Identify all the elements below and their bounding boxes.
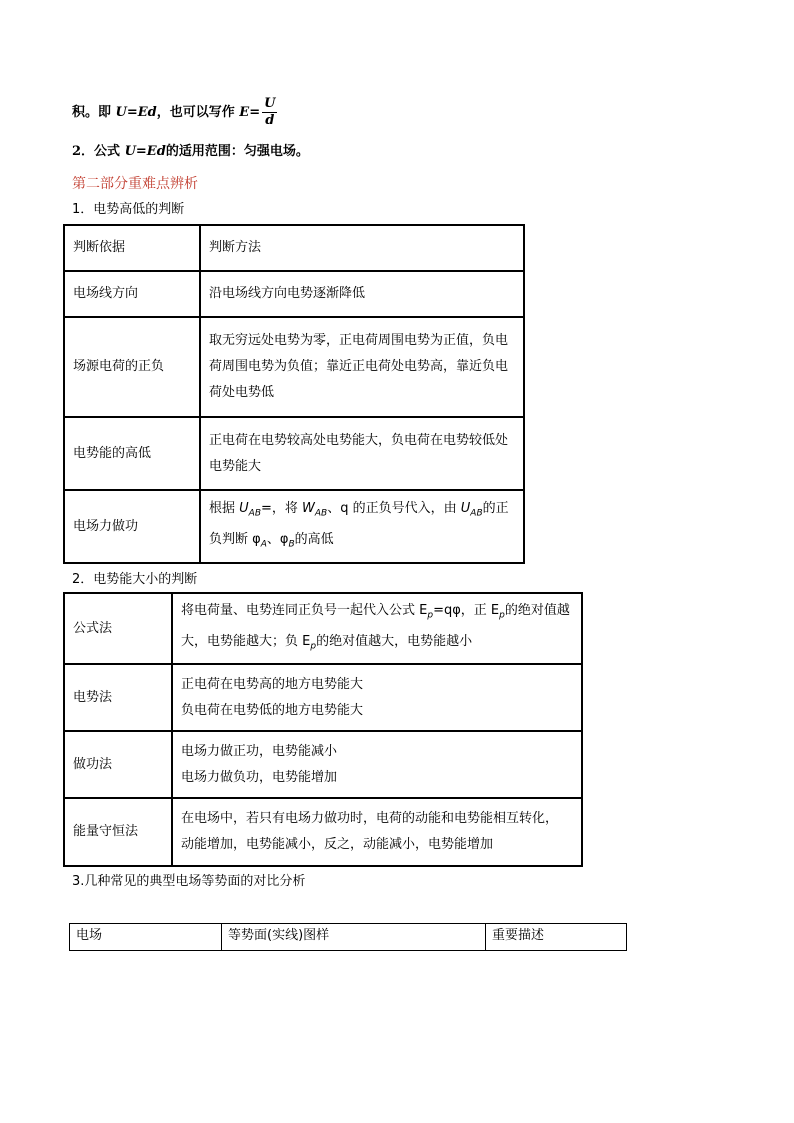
row-key: 能量守恒法 bbox=[64, 798, 172, 866]
part3-heading: 3.几种常见的典型电场等势面的对比分析 bbox=[72, 874, 306, 889]
formula-u-ed: U=Ed bbox=[115, 105, 157, 120]
intro-line1-mid: ，也可以写作 bbox=[156, 105, 240, 120]
text-part: =qφ，正 E bbox=[433, 603, 500, 618]
subscript-b: B bbox=[288, 539, 295, 550]
section-title: 第二部分重难点辨析 bbox=[72, 176, 198, 192]
table-row bbox=[64, 490, 524, 563]
table-row bbox=[64, 417, 524, 490]
intro-line2-prefix: 2．公式 bbox=[72, 144, 125, 159]
symbol-u: U bbox=[460, 500, 471, 516]
table-row bbox=[64, 317, 524, 417]
header-cell-basis: 判断依据 bbox=[64, 225, 200, 271]
potential-judgment-table bbox=[63, 224, 525, 564]
symbol-u: U bbox=[239, 500, 249, 516]
row-key: 电场线方向 bbox=[64, 271, 200, 317]
row-key: 电势法 bbox=[64, 664, 172, 731]
symbol-w: W bbox=[302, 500, 315, 516]
subscript-p: p bbox=[427, 610, 434, 621]
table-row bbox=[64, 731, 582, 798]
text-part: 的高低 bbox=[294, 531, 334, 547]
intro-line-2 bbox=[72, 140, 309, 159]
row-line: 动能增加，电势能减小，反之，动能减小，电势能增加 bbox=[181, 837, 494, 853]
fraction-numerator: U bbox=[264, 96, 276, 111]
row-line: 负电荷在电势低的地方电势能大 bbox=[181, 702, 364, 718]
subscript-ab: AB bbox=[470, 508, 483, 519]
fraction-denominator: d bbox=[265, 113, 275, 128]
header-cell-method: 判断方法 bbox=[200, 225, 524, 271]
text-part: 的正负判断 φ bbox=[209, 500, 509, 547]
row-key: 电场力做功 bbox=[64, 490, 200, 563]
subscript-ab: AB bbox=[314, 508, 328, 519]
text-part: 、q 的正负号代入，由 bbox=[327, 500, 461, 516]
subscript-p: p bbox=[499, 610, 505, 621]
equipotential-table bbox=[69, 923, 627, 951]
row-key: 场源电荷的正负 bbox=[64, 317, 200, 417]
text-part: 的绝对值越大，电势能越大；负 E bbox=[181, 603, 570, 649]
table-row bbox=[64, 664, 582, 731]
formula-u-ed-2: U=Ed bbox=[124, 144, 166, 159]
row-line: 电场力做正功，电势能减小 bbox=[181, 743, 338, 759]
row-key: 电势能的高低 bbox=[64, 417, 200, 490]
intro-line2-suffix: 的适用范围：匀强电场。 bbox=[165, 144, 309, 159]
potential-energy-table bbox=[63, 592, 583, 867]
row-line: 正电荷在电势高的地方电势能大 bbox=[181, 676, 364, 692]
fraction-u-over-d bbox=[262, 96, 277, 129]
text-part: 将电荷量、电势连同正负号一起代入公式 E bbox=[181, 603, 428, 618]
row-key: 公式法 bbox=[64, 593, 172, 664]
subscript-a: A bbox=[260, 539, 267, 550]
text-part: 根据 bbox=[209, 500, 240, 516]
header-cell-description: 重要描述 bbox=[486, 924, 627, 951]
subscript-p: p bbox=[310, 641, 317, 652]
subscript-ab: AB bbox=[248, 508, 261, 519]
row-value: 取无穷远处电势为零，正电荷周围电势为正值，负电荷周围电势为负值；靠近正电荷处电势高，靠近负电荷处电势低 bbox=[200, 317, 524, 417]
row-line: 电场力做负功，电势能增加 bbox=[181, 769, 338, 785]
row-value: 正电荷在电势较高处电势能大，负电荷在电势较低处电势能大 bbox=[200, 417, 524, 490]
formula-e-equals: E= bbox=[239, 105, 261, 120]
row-value bbox=[172, 593, 582, 664]
row-line: 在电场中，若只有电场力做功时，电荷的动能和电势能相互转化， bbox=[181, 811, 559, 827]
text-part: 的绝对值越大，电势能越小 bbox=[316, 633, 473, 649]
intro-line-1 bbox=[72, 96, 277, 129]
text-part: =，将 bbox=[261, 500, 303, 516]
table-row bbox=[64, 798, 582, 866]
row-key: 做功法 bbox=[64, 731, 172, 798]
table-header-row bbox=[64, 225, 524, 271]
part1-heading: 1．电势高低的判断 bbox=[72, 202, 185, 217]
header-cell-pattern: 等势面(实线)图样 bbox=[222, 924, 486, 951]
row-value bbox=[172, 664, 582, 731]
row-value bbox=[200, 490, 524, 563]
intro-line1-prefix: 积。即 bbox=[72, 105, 116, 120]
header-cell-field: 电场 bbox=[70, 924, 222, 951]
text-part: 、φ bbox=[266, 531, 289, 547]
row-value bbox=[172, 731, 582, 798]
row-value bbox=[172, 798, 582, 866]
table-row bbox=[64, 271, 524, 317]
row-value: 沿电场线方向电势逐渐降低 bbox=[200, 271, 524, 317]
table-header-row bbox=[70, 924, 627, 951]
table-row bbox=[64, 593, 582, 664]
part2-heading: 2．电势能大小的判断 bbox=[72, 572, 198, 587]
